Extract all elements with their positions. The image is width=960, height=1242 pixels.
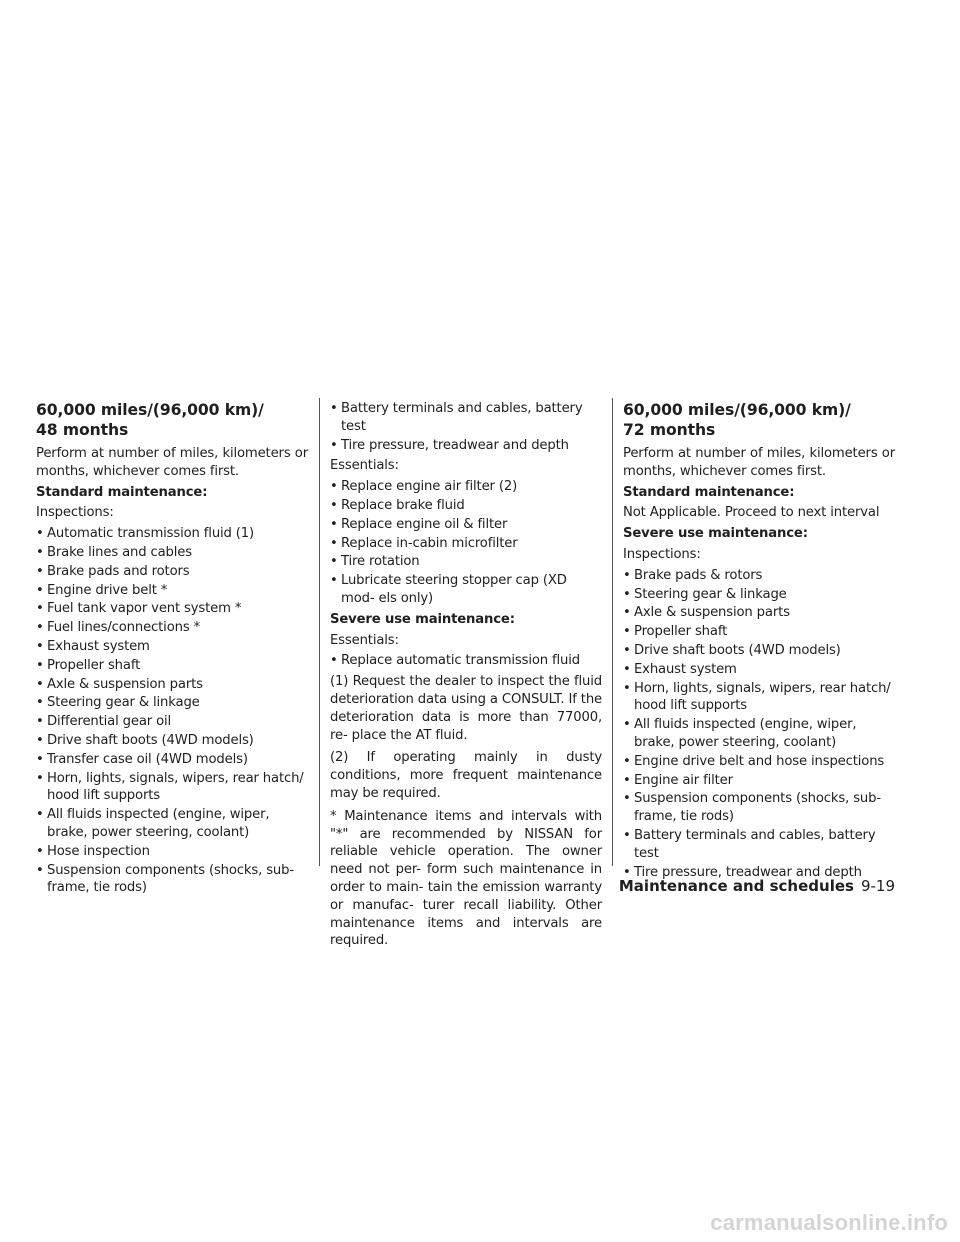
severe-maintenance-label: Severe use maintenance: <box>623 526 808 542</box>
list-item-text: Differential gear oil <box>47 714 172 730</box>
list-item <box>623 661 895 679</box>
bullet-icon: • <box>623 791 631 807</box>
list-item <box>330 478 602 496</box>
list-item-text: Drive shaft boots (4WD models) <box>47 732 254 748</box>
bullet-icon: • <box>36 770 44 786</box>
inspection-list <box>36 525 308 897</box>
list-item <box>36 638 308 656</box>
list-item-text: Lubricate steering stopper cap (XD mod- els only) <box>341 573 567 606</box>
list-item <box>623 586 895 604</box>
list-item-text: Battery terminals and cables, battery test <box>634 827 876 861</box>
list-item-text: Replace automatic transmission fluid <box>341 653 580 669</box>
list-item-text: Fuel tank vapor vent system * <box>47 601 242 617</box>
bullet-icon: • <box>36 714 44 730</box>
standard-maintenance-label: Standard maintenance: <box>623 484 795 500</box>
list-item <box>623 772 895 790</box>
list-item <box>330 652 602 670</box>
intro-text: Perform at number of miles, kilometers or months, whichever comes first. <box>36 446 308 479</box>
list-item <box>330 516 602 534</box>
severe-essentials-label: Essentials: <box>330 632 399 648</box>
list-item-text: Exhaust system <box>634 661 737 677</box>
bullet-icon: • <box>36 843 44 859</box>
bullet-icon: • <box>36 676 44 692</box>
bullet-icon: • <box>623 586 631 602</box>
bullet-icon: • <box>623 642 631 658</box>
bullet-icon: • <box>330 535 338 551</box>
inspections-label: Inspections: <box>623 546 701 562</box>
list-item <box>36 770 308 806</box>
standard-maintenance-text: Not Applicable. Proceed to next interval <box>623 505 880 521</box>
footnote-asterisk: * Maintenance items and intervals with "*" are recommended by NISSAN for reliable vehicle operation. The owner need not per- form such maintenance in order to main- tain the emission warranty or manufac- turer recall liability. Other maintenance items and intervals are required. <box>330 808 602 949</box>
bullet-icon: • <box>36 862 44 878</box>
footnote-2: (2) If operating mainly in dusty conditions, more frequent maintenance may be required. <box>330 750 602 801</box>
bullet-icon: • <box>36 807 44 823</box>
list-item-text: Steering gear & linkage <box>634 586 787 602</box>
footnote-1: (1) Request the dealer to inspect the fluid deterioration data using a CONSULT. If the deterioration data is more than 77000, re- place the AT fluid. <box>330 674 602 743</box>
middle-column <box>330 400 602 955</box>
list-item-text: Suspension components (shocks, sub- frame, tie rods) <box>47 862 294 896</box>
list-item-text: Horn, lights, signals, wipers, rear hatch/ hood lift supports <box>634 680 891 714</box>
column-divider <box>612 398 613 866</box>
list-item <box>623 716 895 752</box>
bullet-icon: • <box>36 544 44 560</box>
list-item <box>36 582 308 600</box>
bullet-icon: • <box>330 437 338 453</box>
bullet-icon: • <box>36 657 44 673</box>
list-item-text: Drive shaft boots (4WD models) <box>634 642 841 658</box>
left-column <box>36 400 308 900</box>
severe-maintenance-label: Severe use maintenance: <box>330 611 515 627</box>
list-item <box>36 862 308 898</box>
list-item-text: Horn, lights, signals, wipers, rear hatch/ hood lift supports <box>47 770 304 804</box>
bullet-icon: • <box>36 582 44 598</box>
list-item <box>623 604 895 622</box>
list-item-text: All fluids inspected (engine, wiper, brake, power steering, coolant) <box>47 807 270 840</box>
list-item <box>623 753 895 771</box>
bullet-icon: • <box>330 497 338 513</box>
list-item <box>623 567 895 585</box>
list-item <box>623 827 895 863</box>
essentials-list <box>330 478 602 608</box>
list-item <box>36 732 308 750</box>
list-item-text: Replace brake fluid <box>341 497 465 513</box>
list-item-text: Propeller shaft <box>634 624 728 640</box>
list-item <box>623 623 895 641</box>
bullet-icon: • <box>623 864 631 880</box>
standard-maintenance-label: Standard maintenance: <box>36 484 208 500</box>
bullet-icon: • <box>36 695 44 711</box>
section-heading-72-months <box>623 400 895 440</box>
bullet-icon: • <box>330 479 338 495</box>
list-item <box>330 535 602 553</box>
bullet-icon: • <box>623 827 631 843</box>
intro-text: Perform at number of miles, kilometers or months, whichever comes first. <box>623 446 895 479</box>
list-item-text: All fluids inspected (engine, wiper, brake, power steering, coolant) <box>634 717 857 750</box>
list-item <box>623 680 895 716</box>
list-item-text: Engine air filter <box>634 772 733 788</box>
right-column <box>623 400 895 884</box>
bullet-icon: • <box>330 401 338 416</box>
list-item <box>36 544 308 562</box>
list-item-text: Brake lines and cables <box>47 544 192 560</box>
bullet-icon: • <box>36 601 44 617</box>
section-heading-48-months <box>36 400 308 440</box>
severe-essentials-list <box>330 652 602 670</box>
bullet-icon: • <box>623 567 631 583</box>
bullet-icon: • <box>330 554 338 570</box>
list-item-text: Tire pressure, treadwear and depth <box>341 437 569 453</box>
column-divider <box>319 398 320 866</box>
bullet-icon: • <box>36 563 44 579</box>
bullet-icon: • <box>623 624 631 640</box>
list-item-text: Brake pads & rotors <box>634 567 763 583</box>
list-item-text: Fuel lines/connections * <box>47 620 201 636</box>
list-item-text: Axle & suspension parts <box>634 605 790 621</box>
heading-line-2: 48 months <box>36 421 129 439</box>
list-item <box>330 400 602 436</box>
list-item <box>623 790 895 826</box>
list-item <box>36 713 308 731</box>
bullet-icon: • <box>623 717 631 733</box>
bullet-icon: • <box>36 526 44 542</box>
bullet-icon: • <box>623 680 631 696</box>
list-item-text: Replace engine oil & filter <box>341 516 508 532</box>
list-item-text: Hose inspection <box>47 843 150 859</box>
list-item <box>330 437 602 455</box>
list-item <box>36 676 308 694</box>
severe-inspection-list <box>623 567 895 882</box>
list-item-text: Automatic transmission fluid (1) <box>47 526 255 542</box>
list-item-text: Steering gear & linkage <box>47 695 200 711</box>
list-item-text: Brake pads and rotors <box>47 563 190 579</box>
bullet-icon: • <box>330 573 338 589</box>
list-item-text: Engine drive belt and hose inspections <box>634 753 885 769</box>
list-item-text: Tire rotation <box>341 554 420 570</box>
bullet-icon: • <box>330 653 338 669</box>
bullet-icon: • <box>36 732 44 748</box>
bullet-icon: • <box>330 516 338 532</box>
list-item-text: Replace engine air filter (2) <box>341 479 518 495</box>
list-item <box>36 843 308 861</box>
list-item-text: Engine drive belt * <box>47 582 168 598</box>
bullet-icon: • <box>623 605 631 621</box>
list-item <box>36 525 308 543</box>
watermark-logo: carmanualsonline.info <box>710 1210 948 1235</box>
list-item-text: Tire pressure, treadwear and depth <box>634 864 862 880</box>
list-item-text: Replace in-cabin microfilter <box>341 535 518 551</box>
page-number: 9-19 <box>860 877 895 895</box>
footer-section-title: Maintenance and schedules <box>618 877 854 895</box>
list-item <box>330 553 602 571</box>
page-footer <box>619 876 895 896</box>
list-item-text: Battery terminals and cables, battery test <box>341 401 583 434</box>
bullet-icon: • <box>623 661 631 677</box>
list-item-text: Axle & suspension parts <box>47 676 203 692</box>
list-item <box>623 642 895 660</box>
list-item <box>36 619 308 637</box>
bullet-icon: • <box>623 753 631 769</box>
list-item <box>36 751 308 769</box>
heading-line-1: 60,000 miles/(96,000 km)/ <box>623 401 851 419</box>
list-item-text: Exhaust system <box>47 638 150 654</box>
list-item-text: Suspension components (shocks, sub- frame, tie rods) <box>634 791 881 825</box>
list-item-text: Transfer case oil (4WD models) <box>47 751 248 767</box>
bullet-icon: • <box>36 620 44 636</box>
heading-line-2: 72 months <box>623 421 716 439</box>
list-item <box>36 694 308 712</box>
bullet-icon: • <box>623 772 631 788</box>
list-item <box>36 563 308 581</box>
list-item <box>36 600 308 618</box>
heading-line-1: 60,000 miles/(96,000 km)/ <box>36 401 264 419</box>
list-item <box>36 657 308 675</box>
essentials-label: Essentials: <box>330 458 399 474</box>
bullet-icon: • <box>36 751 44 767</box>
list-item <box>330 572 602 608</box>
list-item-text: Propeller shaft <box>47 657 141 673</box>
inspection-list-continued <box>330 400 602 454</box>
list-item <box>330 497 602 515</box>
bullet-icon: • <box>36 638 44 654</box>
list-item <box>36 806 308 842</box>
inspections-label: Inspections: <box>36 505 114 521</box>
